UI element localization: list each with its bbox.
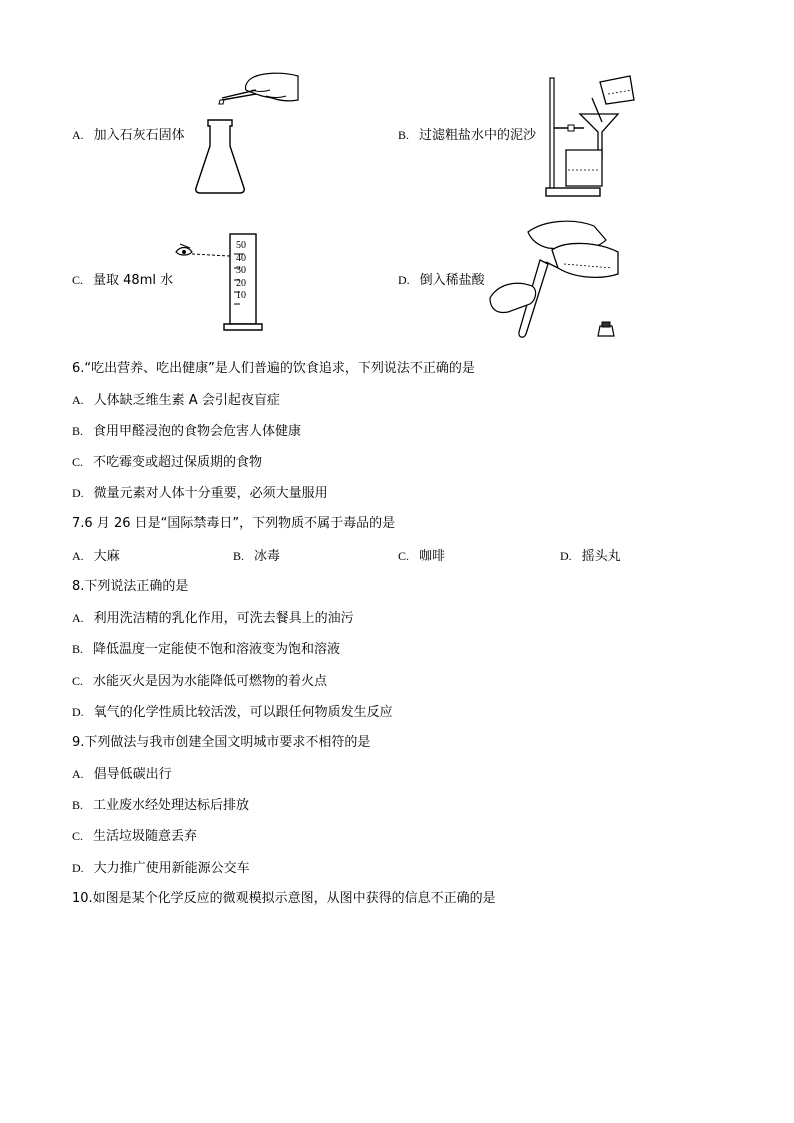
option-letter: B.	[398, 128, 410, 142]
cylinder-scale	[236, 240, 246, 303]
option-letter: C.	[72, 674, 84, 688]
q8-option-c	[72, 672, 327, 691]
q9-stem: 9.下列做法与我市创建全国文明城市要求不相符的是	[72, 735, 371, 750]
option-letter: D.	[560, 549, 572, 563]
option-text: 利用洗洁精的乳化作用，可洗去餐具上的油污	[93, 611, 354, 626]
option-letter: C.	[72, 273, 84, 287]
option-text: 降低温度一定能使不饱和溶液变为饱和溶液	[93, 642, 341, 657]
tick-label: 10	[236, 290, 246, 301]
q7-option-a	[72, 547, 120, 566]
option-text: 工业废水经处理达标后排放	[93, 798, 250, 813]
option-letter: D.	[72, 486, 84, 500]
q7-option-d	[560, 547, 621, 566]
q5-option-c	[72, 271, 173, 290]
option-letter: D.	[72, 861, 84, 875]
option-letter: A.	[72, 393, 84, 407]
option-letter: C.	[72, 455, 84, 469]
q9-option-d	[72, 859, 250, 878]
tick-label: 50	[236, 240, 246, 251]
tick-label: 30	[236, 265, 246, 276]
option-text: 量取 48ml 水	[93, 273, 174, 288]
option-letter: D.	[398, 273, 410, 287]
q6-option-d	[72, 484, 328, 503]
option-text: 食用甲醛浸泡的食物会危害人体健康	[93, 424, 302, 439]
option-letter: A.	[72, 767, 84, 781]
q10-stem: 10.如图是某个化学反应的微观模拟示意图，从图中获得的信息不正确的是	[72, 891, 496, 906]
option-text: 微量元素对人体十分重要，必须大量服用	[93, 486, 328, 501]
graduated-cylinder-figure	[172, 230, 268, 334]
option-text: 人体缺乏维生素 A 会引起夜盲症	[93, 393, 280, 408]
q7-option-c	[398, 547, 445, 566]
option-letter: C.	[72, 829, 84, 843]
tick-label: 20	[236, 277, 246, 289]
option-text: 大麻	[93, 549, 120, 564]
option-letter: A.	[72, 128, 84, 142]
q9-option-b	[72, 796, 249, 815]
option-text: 氧气的化学性质比较活泼，可以跟任何物质发生反应	[93, 705, 393, 720]
option-letter: A.	[72, 611, 84, 625]
flask-adding-solid-figure	[192, 70, 302, 198]
option-text: 摇头丸	[581, 549, 621, 564]
filtration-apparatus-figure	[544, 74, 636, 200]
option-text: 咖啡	[419, 549, 446, 564]
q9-option-a	[72, 765, 172, 784]
option-letter: A.	[72, 549, 84, 563]
option-letter: B.	[233, 549, 245, 563]
q5-option-a	[72, 126, 185, 145]
option-text: 大力推广使用新能源公交车	[93, 861, 250, 876]
option-letter: D.	[72, 705, 84, 719]
option-letter: B.	[72, 798, 84, 812]
option-letter: B.	[72, 642, 84, 656]
option-text: 倒入稀盐酸	[419, 273, 485, 288]
option-letter: B.	[72, 424, 84, 438]
q6-option-a	[72, 391, 280, 410]
q8-stem: 8.下列说法正确的是	[72, 579, 189, 594]
option-text: 冰毒	[254, 549, 281, 564]
q8-option-a	[72, 609, 354, 628]
q6-option-c	[72, 453, 262, 472]
q7-stem: 7.6 月 26 日是“国际禁毒日”，下列物质不属于毒品的是	[72, 516, 396, 531]
option-text: 水能灭火是因为水能降低可燃物的着火点	[93, 674, 328, 689]
q9-option-c	[72, 827, 197, 846]
q7-option-b	[233, 547, 280, 566]
option-text: 不吃霉变或超过保质期的食物	[93, 455, 263, 470]
q6-stem: 6.“吃出营养、吃出健康”是人们普遍的饮食追求，下列说法不正确的是	[72, 361, 475, 376]
pouring-acid-figure	[488, 218, 622, 342]
option-text: 过滤粗盐水中的泥沙	[419, 128, 537, 143]
option-text: 加入石灰石固体	[93, 128, 185, 143]
q5-option-b	[398, 126, 536, 145]
option-text: 倡导低碳出行	[93, 767, 172, 782]
option-letter: C.	[398, 549, 410, 563]
tick-label: 40	[236, 252, 246, 264]
q8-option-b	[72, 640, 340, 659]
q8-option-d	[72, 703, 393, 722]
q6-option-b	[72, 422, 301, 441]
option-text: 生活垃圾随意丢弃	[93, 829, 198, 844]
q5-option-d	[398, 271, 485, 290]
